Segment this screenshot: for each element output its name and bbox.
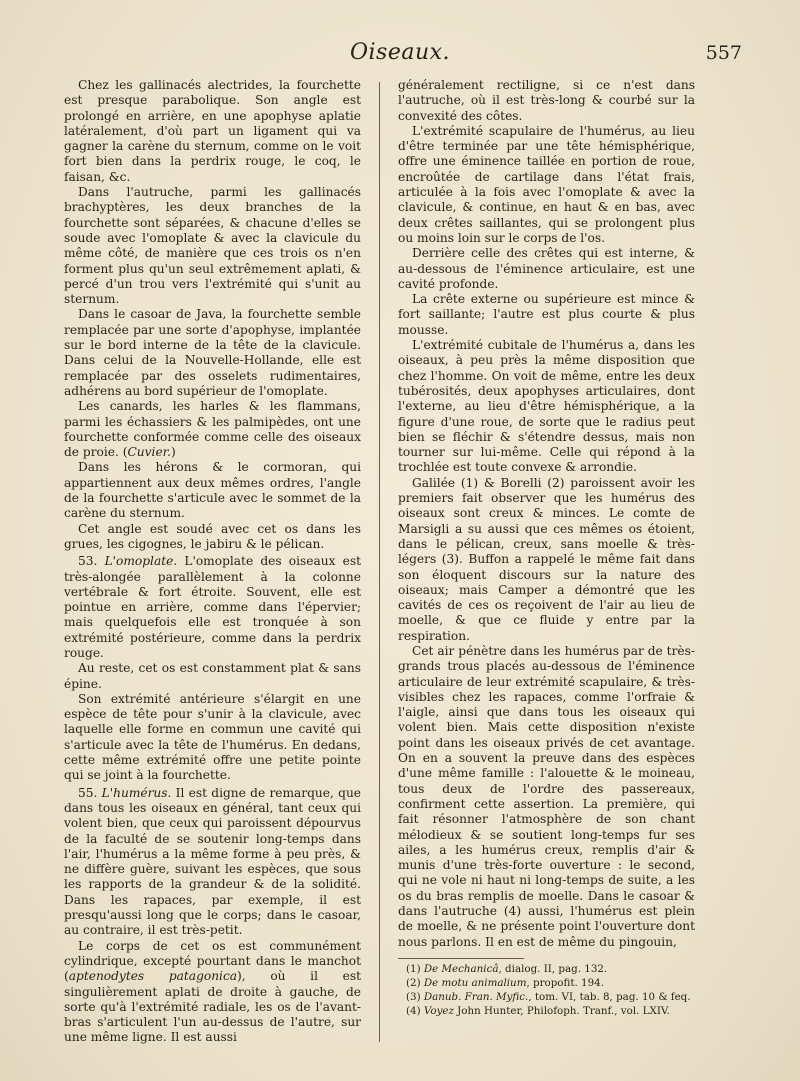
paragraph	[64, 399, 361, 460]
citation-author: Cuvier.	[127, 445, 172, 460]
paragraph-text: ), où il est singulièrement aplati de droite à gauche, de sorte qu'à l'extrémité radiale, les os de l'avant-bras s'articulent l'un au-dessus de l'autre, sur une même ligne. Il est aussi	[64, 969, 361, 1045]
footnote: (4) Voyez John Hunter, Philofoph. Tranf., vol. LXIV.	[406, 1004, 670, 1017]
paragraph	[64, 939, 361, 1046]
section-heading: L'humérus.	[101, 785, 172, 800]
footnote-divider	[398, 958, 524, 959]
citation-open: (	[122, 445, 128, 460]
right-column	[398, 78, 695, 1019]
section-55	[64, 786, 361, 939]
paragraph-text: Les canards, les harles & les flammans, parmi les échassiers & les palmipèdes, ont une fourchette conformée comme celle des oiseaux de proie.	[64, 399, 361, 460]
paragraph: La crête externe ou supérieure est mince & fort saillante; l'autre est plus courte & plus mousse.	[398, 292, 695, 337]
paragraph: Son extrémité antérieure s'élargit en une espèce de tête pour s'unir à la clavicule, avec laquelle elle forme en commun une cavité qui s'articule avec la tête de l'humérus. En dedans, cette même extrémité offre une petite pointe qui se joint à la fourchette.	[64, 691, 361, 783]
paragraph: Cet air pénètre dans les humérus par de très-grands trous placés au-dessous de l'éminence articulaire de leur extrémité scapulaire, & très-visibles chez les rapaces, comme l'orfraie & l'aigle, ainsi que dans tous les oiseaux qui volent bien. Mais cette disposition n'existe point dans les oiseaux privés de cet avantage. On en a souvent la preuve dans des espèces d'une même famille : l'alouette & le moineau, tous deux de l'ordre des passereaux, confirment cette assertion. La première, qui fait résonner l'atmosphère de son chant mélodieux & se soutient long-temps fur ses ailes, a les humérus creux, remplis d'air & munis d'une très-forte ouverture : le second, qui ne vole ni haut ni long-temps de suite, a les os du bras remplis de moelle. Dans le casoar & dans l'autruche (4) aussi, l'humérus est plein de moelle, & ne présente point l'ouverture dont nous parlons. Il en est de même du pingouin,	[398, 643, 695, 949]
footnote: (3) Danub. Fran. Myfic., tom. VI, tab. 8, pag. 10 & feq.	[406, 990, 691, 1003]
column-divider	[379, 82, 380, 1042]
section-53	[64, 554, 361, 661]
paragraph: généralement rectiligne, si ce n'est dans l'autruche, où il est très-long & courbé sur la convexité des côtes.	[398, 78, 695, 123]
paragraph: Cet angle est soudé avec cet os dans les grues, les cigognes, le jabiru & le pélican.	[64, 521, 361, 551]
paragraph: Au reste, cet os est constamment plat & sans épine.	[64, 661, 361, 691]
species-name: aptenodytes patagonica	[68, 969, 238, 984]
page-number: 557	[705, 42, 742, 64]
paragraph-text: Le corps de cet os est communément cylindrique, excepté pourtant dans le manchot (	[64, 938, 361, 984]
left-column	[64, 78, 361, 1046]
paragraph: Dans le casoar de Java, la fourchette semble remplacée par une sorte d'apophyse, implantée sur le bord interne de la tête de la clavicule. Dans celui de la Nouvelle-Hollande, elle est remplacée par des osselets rudimentaires, adhérens au bord supérieur de l'omoplate.	[64, 307, 361, 398]
paragraph: Dans l'autruche, parmi les gallinacés brachyptères, les deux branches de la fourchette sont séparées, & chacune d'elles se soude avec l'omoplate & avec la clavicule du même côté, de manière que ces trois os n'en forment plus qu'un seul extrêmement aplati, & percé d'un trou vers l'extrémité qui s'unit au sternum.	[64, 185, 361, 307]
section-text: Il est digne de remarque, que dans tous les oiseaux en général, tant ceux qui volent bien, que ceux qui paroissent dépourvus de la faculté de se soutenir long-temps dans l'air, l'humérus a la même forme à peu près, & ne diffère guère, suivant les espèces, que sous les rapports de la grandeur & de la solidité. Dans les rapaces, par exemple, il est presqu'aussi long que le corps; dans le casoar, au contraire, il est très-petit.	[64, 785, 362, 938]
footnote: (1) De Mechanicâ, dialog. II, pag. 132.	[406, 962, 608, 975]
running-header-title: Oiseaux.	[349, 40, 451, 65]
section-number: 55.	[78, 785, 98, 800]
paragraph: L'extrémité scapulaire de l'humérus, au lieu d'être terminée par une tête hémisphérique, offre une éminence taillée en portion de roue, encroûtée de cartilage dans l'état frais, articulée à la fois avec l'omoplate & avec la clavicule, & continue, en haut & en bas, avec deux crêtes saillantes, qui se prolongent plus ou moins loin sur le corps de l'os.	[398, 123, 695, 245]
paragraph: L'extrémité cubitale de l'humérus a, dans les oiseaux, à peu près la même disposition que chez l'homme. On voit de même, entre les deux tubérosités, deux apophyses articulaires, dont l'externe, au lieu d'être hémisphérique, a la figure d'une roue, de sorte que le radius peut bien se fléchir & s'étendre dessus, mais non tourner sur lui-même. Celle qui répond à la trochlée est toute convexe & arrondie.	[398, 338, 695, 475]
footnote: (2) De motu animalium, propofit. 194.	[406, 976, 604, 989]
paragraph: Galilée (1) & Borelli (2) paroissent avoir les premiers fait observer que les humérus des oiseaux sont creux & minces. Le comte de Marsigli a su aussi que ces mêmes os étoient, dans le pélican, creux, sans moelle & très-légers (3). Buffon a rappelé le même fait dans son éloquent discours sur la nature des oiseaux; mais Camper a démontré que les cavités de ces os reçoivent de l'air au lieu de moelle, & que ce fluide y entre par la respiration.	[398, 475, 695, 643]
citation-close: )	[171, 445, 176, 460]
paragraph: Derrière celle des crêtes qui est interne, & au-dessous de l'éminence articulaire, est une cavité profonde.	[398, 246, 695, 291]
paragraph: Chez les gallinacés alectrides, la fourchette est presque parabolique. Son angle est prolongé en arrière, en une apophyse aplatie latéralement, d'où part un ligament qui va gagner la carène du sternum, comme on le voit fort bien dans la perdrix rouge, le coq, le faisan, &c.	[64, 78, 361, 184]
section-text: L'omoplate des oiseaux est très-alongée parallèlement à la colonne vertébrale & fort étroite. Souvent, elle est pointue en arrière, comme dans l'épervier; mais quelquefois elle est tronquée à son extrémité postérieure, comme dans la perdrix rouge.	[64, 554, 362, 660]
section-heading: L'omoplate.	[104, 554, 178, 569]
section-number: 53.	[78, 554, 98, 569]
paragraph: Dans les hérons & le cormoran, qui appartiennent aux deux mêmes ordres, l'angle de la fourchette s'articule avec le sommet de la carène du sternum.	[64, 460, 361, 521]
footnotes	[398, 963, 695, 1018]
